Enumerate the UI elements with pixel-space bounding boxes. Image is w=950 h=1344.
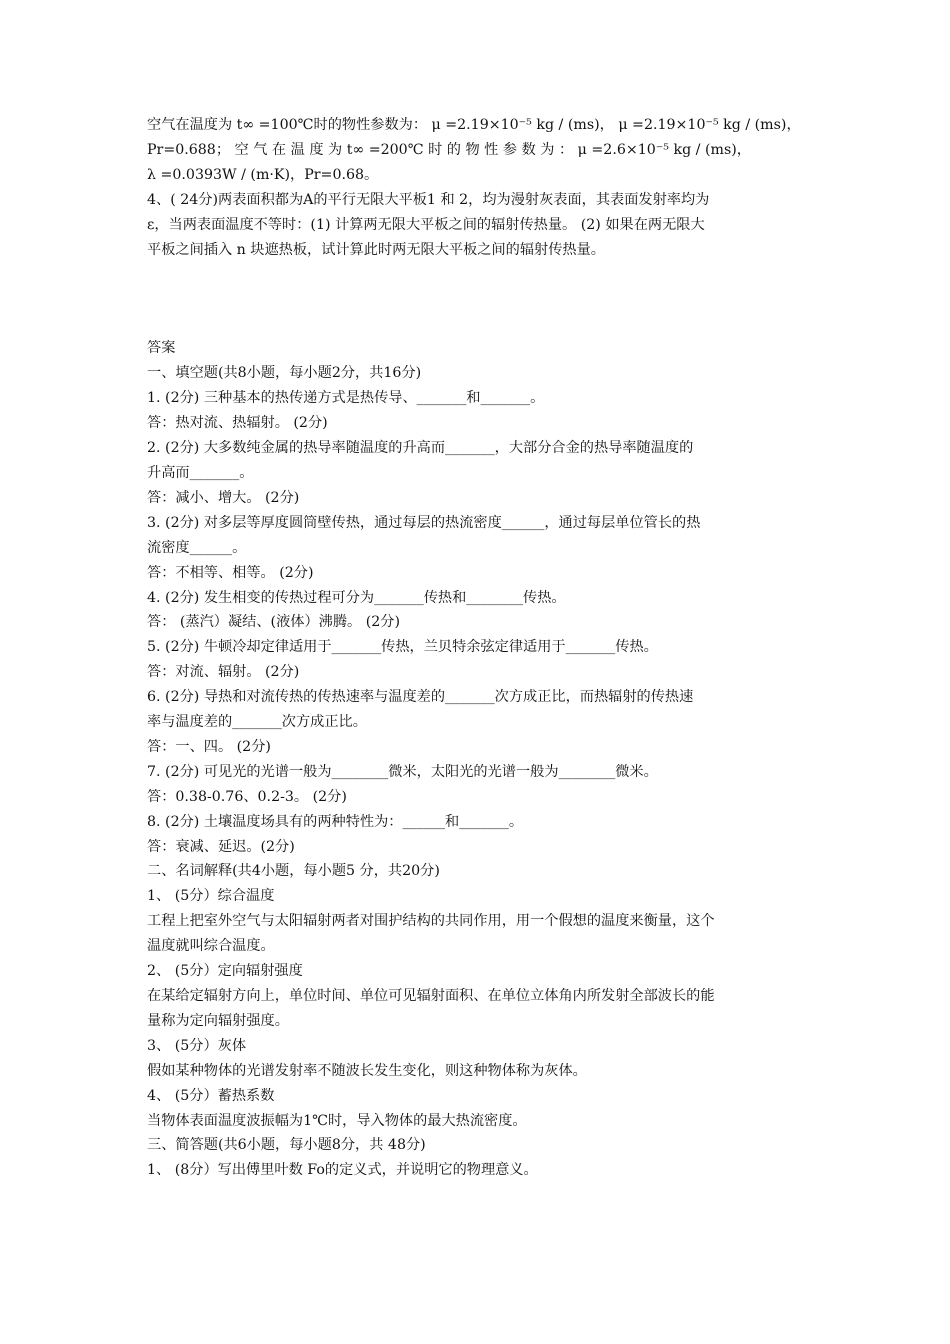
term-3-title: 3、 (5分）灰体 xyxy=(147,1037,247,1054)
short-answer-q1: 1、 (8分）写出傅里叶数 Fo的定义式，并说明它的物理意义。 xyxy=(147,1162,538,1179)
section-spacer xyxy=(147,262,809,336)
fill-a1: 答：热对流、热辐射。 (2分) xyxy=(147,415,328,432)
fill-q7: 7. (2分) 可见光的光谱一般为________微米，太阳光的光谱一般为________微米。 xyxy=(147,763,658,780)
term-1-title: 1、 (5分）综合温度 xyxy=(147,888,275,905)
term-3-def: 假如某种物体的光谱发射率不随波长发生变化，则这种物体称为灰体。 xyxy=(147,1062,587,1079)
fill-a4: 答： (蒸汽）凝结、(液体）沸腾。 (2分) xyxy=(147,614,401,631)
fill-q5: 5. (2分) 牛顿冷却定律适用于_______传热，兰贝特余弦定律适用于_______传热。 xyxy=(147,639,658,656)
fill-a3: 答：不相等、相等。 (2分) xyxy=(147,564,314,581)
section-1-heading: 一、填空题(共8小题，每小题2分，共16分) xyxy=(147,365,422,382)
term-2-def-line-2: 量称为定向辐射强度。 xyxy=(147,1012,289,1029)
question-4-line-2: ε，当两表面温度不等时：(1) 计算两无限大平板之间的辐射传热量。 (2) 如果在两无限大 xyxy=(147,216,705,233)
fill-q3-line-2: 流密度______。 xyxy=(147,539,247,556)
air-properties-200c-cont: λ =0.0393W / (m·K)，Pr=0.68。 xyxy=(147,166,379,183)
fill-q6-line-2: 率与温度差的_______次方成正比。 xyxy=(147,714,367,731)
question-4-line-3: 平板之间插入 n 块遮热板，试计算此时两无限大平板之间的辐射传热量。 xyxy=(147,241,605,258)
term-4-title: 4、 (5分）蓄热系数 xyxy=(147,1087,275,1104)
fill-q3-line-1: 3. (2分) 对多层等厚度圆筒壁传热，通过每层的热流密度______，通过每层单位管长的热 xyxy=(147,514,701,531)
fill-q2-line-2: 升高而_______。 xyxy=(147,464,254,481)
fill-a2: 答：减小、增大。 (2分) xyxy=(147,489,300,506)
document-page xyxy=(147,113,809,1183)
term-1-def-line-1: 工程上把室外空气与太阳辐射两者对围护结构的共同作用，用一个假想的温度来衡量，这个 xyxy=(147,913,715,930)
fill-q1: 1. (2分) 三种基本的热传递方式是热传导、_______和_______。 xyxy=(147,390,545,407)
term-1-def-line-2: 温度就叫综合温度。 xyxy=(147,938,275,955)
term-2-title: 2、 (5分）定向辐射强度 xyxy=(147,963,303,980)
term-2-def-line-1: 在某给定辐射方向上，单位时间、单位可见辐射面积、在单位立体角内所发射全部波长的能 xyxy=(147,988,715,1004)
section-2-heading: 二、名词解释(共4小题，每小题5 分，共20分) xyxy=(147,863,440,880)
term-4-def: 当物体表面温度波振幅为1℃时，导入物体的最大热流密度。 xyxy=(147,1112,527,1129)
fill-a6: 答：一、四。 (2分) xyxy=(147,738,271,755)
fill-a7: 答：0.38-0.76、0.2-3。 (2分) xyxy=(147,788,347,805)
question-4-line-1: 4、( 24分)两表面积都为A的平行无限大平板1 和 2，均为漫射灰表面，其表面发射率均为 xyxy=(147,191,710,208)
section-3-heading: 三、简答题(共6小题，每小题8分，共 48分) xyxy=(147,1137,426,1154)
fill-q4: 4. (2分) 发生相变的传热过程可分为_______传热和________传热。 xyxy=(147,589,566,606)
air-properties-200c: Pr=0.688； 空 气 在 温 度 为 t∞ =200℃ 时 的 物 性 参 数 为 ： μ =2.6×10⁻⁵ kg / (ms)， xyxy=(147,141,751,158)
fill-q6-line-1: 6. (2分) 导热和对流传热的传热速率与温度差的_______次方成正比，而热辐射的传热速 xyxy=(147,689,694,706)
air-properties-100c: 空气在温度为 t∞ =100℃时的物性参数为： μ =2.19×10⁻⁵ kg / (ms)， μ =2.19×10⁻⁵ kg / (ms)， xyxy=(147,117,801,133)
fill-q2-line-1: 2. (2分) 大多数纯金属的热导率随温度的升高而_______，大部分合金的热导率随温度的 xyxy=(147,440,694,457)
answers-heading: 答案 xyxy=(147,340,176,357)
fill-q8: 8. (2分) 土壤温度场具有的两种特性为：______和_______。 xyxy=(147,813,524,830)
fill-a8: 答：衰减、延迟。(2分) xyxy=(147,838,295,855)
fill-a5: 答：对流、辐射。 (2分) xyxy=(147,664,300,681)
